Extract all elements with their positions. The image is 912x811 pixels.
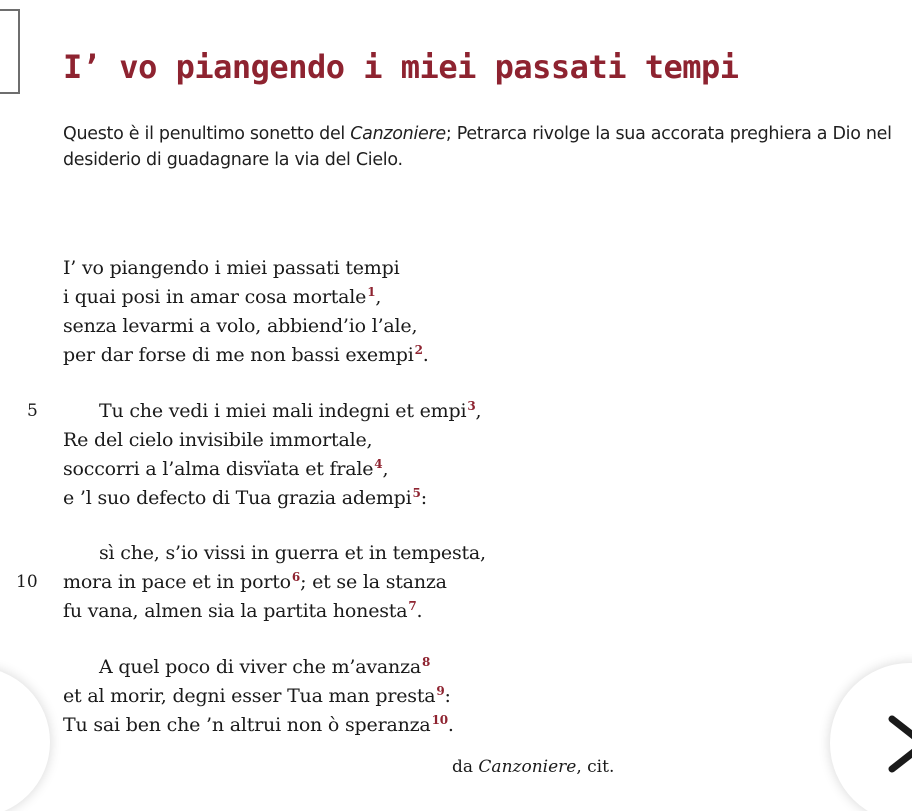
poem-line-7 bbox=[63, 455, 388, 484]
poem-line-punct: . bbox=[422, 344, 429, 366]
poem-title: I’ vo piangendo i miei passati tempi bbox=[63, 48, 739, 86]
poem-line-text: per dar forse di me non bassi exempi bbox=[63, 344, 414, 366]
poem-line-text: et al morir, degni esser Tua man presta bbox=[63, 685, 436, 707]
intro-text-start: Questo è il penultimo sonetto del bbox=[63, 124, 351, 144]
previous-page-button[interactable] bbox=[0, 667, 50, 811]
poem-line-punct: . bbox=[416, 600, 423, 622]
poem-line-5 bbox=[99, 397, 481, 426]
poem-line-3 bbox=[63, 312, 417, 341]
poem-line-punct: : bbox=[444, 685, 451, 707]
footnote-ref-6[interactable]: 6 bbox=[291, 570, 301, 584]
poem-line-text: Tu sai ben che ’n altrui non ò speranza bbox=[63, 714, 431, 736]
footnote-ref-5[interactable]: 5 bbox=[412, 486, 421, 500]
footnote-ref-1[interactable]: 1 bbox=[367, 285, 376, 299]
poem-line-9 bbox=[99, 539, 486, 568]
poem-line-text: soccorri a l’alma disvïata et frale bbox=[63, 458, 374, 480]
poem-line-text: mora in pace et in porto bbox=[63, 571, 291, 593]
poem-line-12 bbox=[99, 653, 430, 682]
poem-line-text: A quel poco di viver che m’avanza bbox=[99, 656, 422, 678]
intro-text-end: ; Petrarca rivolge la sua accorata preghiera a Dio nel desiderio di guadagnare la via del Cielo. bbox=[63, 124, 892, 170]
poem-line-10 bbox=[63, 568, 447, 597]
poem-line-text: i quai posi in amar cosa mortale bbox=[63, 286, 367, 308]
poem-line-punct: , bbox=[475, 400, 482, 422]
intro-paragraph bbox=[63, 121, 912, 173]
line-number-5: 5 bbox=[27, 401, 38, 421]
poem-line-8 bbox=[63, 484, 427, 513]
source-prefix: da bbox=[452, 757, 479, 777]
poem-line-11 bbox=[63, 597, 422, 626]
poem-line-4 bbox=[63, 341, 429, 370]
line-number-10: 10 bbox=[16, 572, 38, 592]
next-page-button[interactable] bbox=[830, 663, 912, 811]
poem-line-14 bbox=[63, 711, 454, 740]
chevron-right-icon bbox=[882, 713, 912, 775]
poem-line-text: Re del cielo invisibile immortale, bbox=[63, 429, 373, 451]
poem-line-punct: , bbox=[382, 458, 389, 480]
footnote-ref-2[interactable]: 2 bbox=[414, 343, 423, 357]
poem-line-6 bbox=[63, 426, 372, 455]
footnote-ref-9[interactable]: 9 bbox=[436, 684, 445, 698]
poem-line-punct: ; et se la stanza bbox=[300, 571, 447, 593]
footnote-ref-7[interactable]: 7 bbox=[408, 599, 417, 613]
footnote-ref-3[interactable]: 3 bbox=[467, 399, 476, 413]
poem-line-13 bbox=[63, 682, 451, 711]
poem-line-text: Tu che vedi i miei mali indegni et empi bbox=[99, 400, 467, 422]
source-work-title: Canzoniere bbox=[478, 757, 577, 777]
poem-line-punct: . bbox=[447, 714, 454, 736]
poem-line-text: senza levarmi a volo, abbiend’io l’ale, bbox=[63, 315, 418, 337]
source-citation bbox=[452, 757, 614, 777]
poem-line-2 bbox=[63, 283, 381, 312]
poem-line-text: I’ vo piangendo i miei passati tempi bbox=[63, 257, 400, 279]
poem-line-punct: , bbox=[375, 286, 382, 308]
footnote-ref-8[interactable]: 8 bbox=[422, 655, 431, 669]
poem-line-text: e ’l suo defecto di Tua grazia adempi bbox=[63, 487, 412, 509]
source-suffix: , cit. bbox=[576, 757, 615, 777]
footnote-ref-4[interactable]: 4 bbox=[374, 457, 383, 471]
footnote-ref-10[interactable]: 10 bbox=[431, 713, 448, 727]
poem-line-text: sì che, s’io vissi in guerra et in tempesta, bbox=[99, 542, 486, 564]
poem-line-1 bbox=[63, 254, 399, 283]
poem-line-text: fu vana, almen sia la partita honesta bbox=[63, 600, 408, 622]
poem-line-punct: : bbox=[420, 487, 427, 509]
title-marker bbox=[0, 9, 20, 94]
intro-work-title: Canzoniere bbox=[350, 124, 446, 144]
